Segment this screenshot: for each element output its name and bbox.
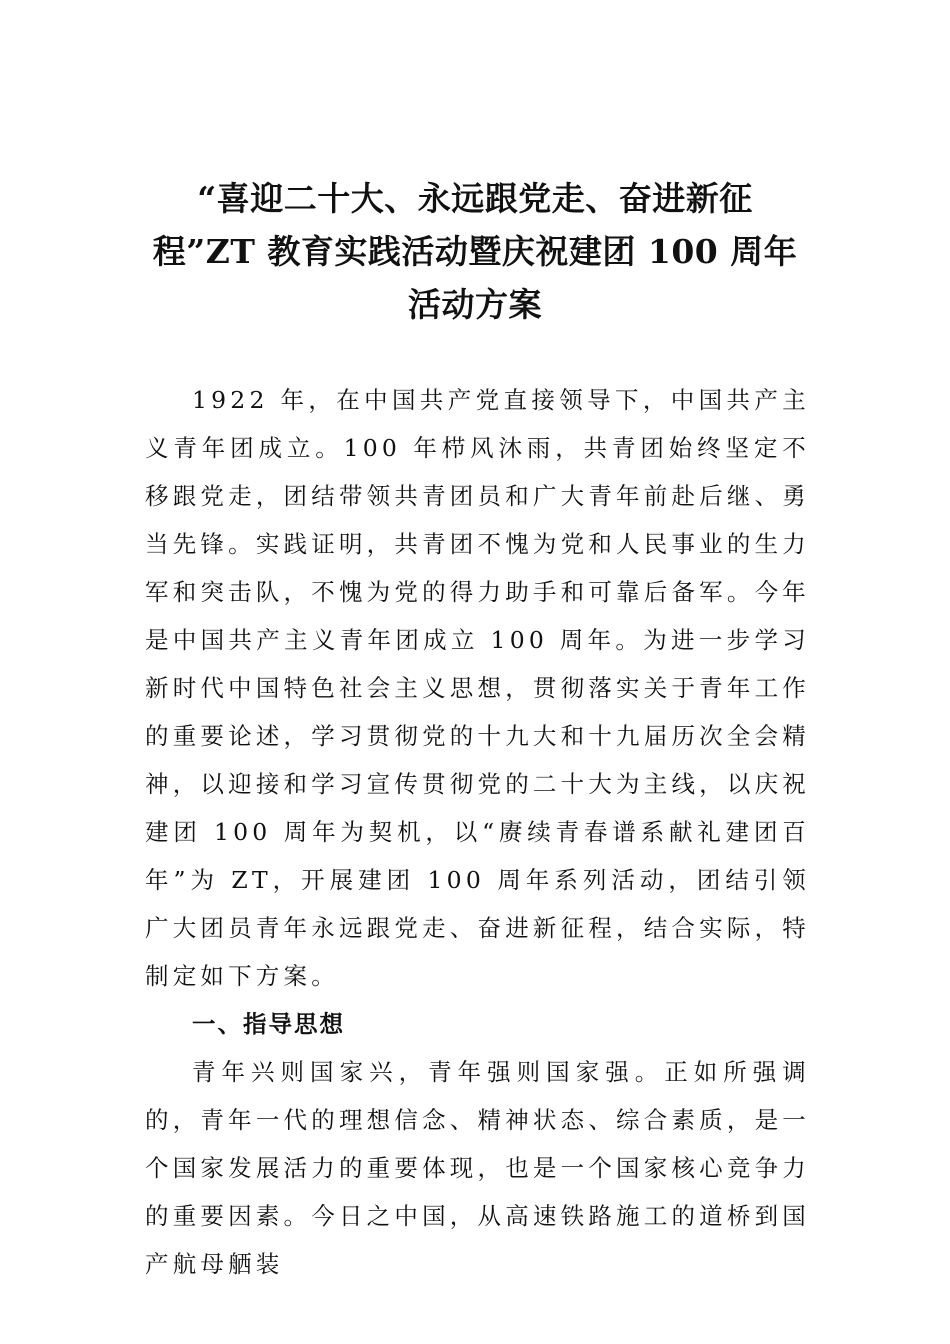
intro-paragraph: 1922 年，在中国共产党直接领导下，中国共产主义青年团成立。100 年栉风沐雨，共青团始终坚定不移跟党走，团结带领共青团员和广大青年前赴后继、勇当先锋。实践证明，共青团不愧为党和人民事业的生力军和突击队，不愧为党的得力助手和可靠后备军。今年是中国共产主义青年团成立 100 周年。为进一步学习新时代中国特色社会主义思想，贯彻落实关于青年工作的重要论述，学习贯彻党的十九大和十九届历次全会精神，以迎接和学习宣传贯彻党的二十大为主线，以庆祝建团 100 周年为契机，以“赓续青春谱系献礼建团百年”为 ZT，开展建团 100 周年系列活动，团结引领广大团员青年永远跟党走、奋进新征程，结合实际，特制定如下方案。 xyxy=(145,386,810,990)
section-heading-guiding-ideology: 一、指导思想 xyxy=(192,1010,345,1038)
document-body xyxy=(145,376,810,1288)
document-title xyxy=(145,172,805,331)
title-line: 活动方案 xyxy=(408,285,542,324)
section-paragraph: 青年兴则国家兴，青年强则国家强。正如所强调的，青年一代的理想信念、精神状态、综合素质，是一个国家发展活力的重要体现，也是一个国家核心竞争力的重要因素。今日之中国，从高速铁路施工的道桥到国产航母舾装 xyxy=(145,1058,810,1278)
title-line: “喜迎二十大、永远跟党走、奋进新征 xyxy=(197,179,753,218)
title-line: 程”ZT 教育实践活动暨庆祝建团 100 周年 xyxy=(152,232,798,271)
